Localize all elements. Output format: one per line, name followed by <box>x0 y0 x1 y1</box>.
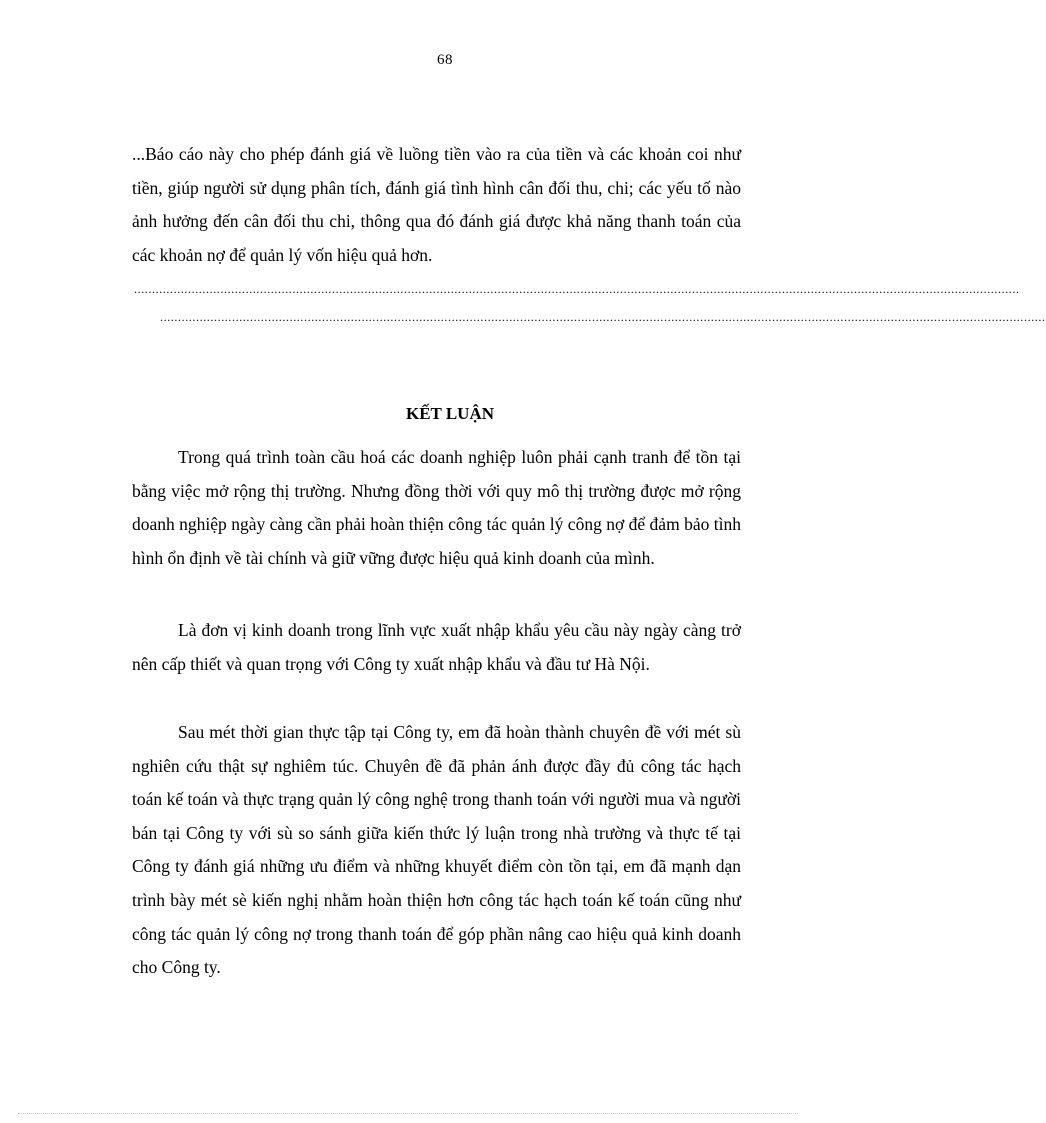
conclusion-paragraph-1: Trong quá trình toàn cầu hoá các doanh nghiệp luôn phải cạnh tranh để tồn tại bằng việc mở rộng thị trường. Nhưng đồng thời với quy mô thị trường được mở rộng doanh nghiệp ngày càng cần phải hoàn thiện công tác quản lý công nợ để đảm bảo tình hình ổn định về tài chính và giữ vững được hiệu quả kinh doanh của mình. <box>132 447 741 568</box>
page-number: 68 <box>437 52 453 68</box>
footer-dotted-border <box>18 1113 798 1114</box>
dotted-separator-1: ...................................................................................................................................................................................................................................................... <box>134 282 1020 296</box>
intro-paragraph: ...Báo cáo này cho phép đánh giá về luồng tiền vào ra của tiền và các khoản coi như tiền, giúp người sử dụng phân tích, đánh giá tình hình cân đối thu, chi; các yếu tố nào ảnh hưởng đến cân đối thu chi, thông qua đó đánh giá được khả năng thanh toán của các khoản nợ để quản lý vốn hiệu quả hơn. <box>132 144 741 265</box>
conclusion-paragraph-2: Là đơn vị kinh doanh trong lĩnh vực xuất nhập khẩu yêu cầu này ngày càng trở nên cấp thiết và quan trọng với Công ty xuất nhập khẩu và đầu tư Hà Nội. <box>132 620 741 674</box>
conclusion-heading: KẾT LUẬN <box>405 404 494 423</box>
dotted-separator-2: ...................................................................................................................................................................................................................................................... <box>160 310 1046 324</box>
conclusion-paragraph-3: Sau mét thời gian thực tập tại Công ty, em đã hoàn thành chuyên đề với mét sù nghiên cứu thật sự nghiêm túc. Chuyên đề đã phản ánh được đầy đủ công tác hạch toán kế toán và thực trạng quản lý công nghệ trong thanh toán với người mua và người bán tại Công ty với sù so sánh giữa kiến thức lý luận trong nhà trường và thực tế tại Công ty đánh giá những ưu điểm và những khuyết điểm còn tồn tại, em đã mạnh dạn trình bày mét sè kiến nghị nhằm hoàn thiện hơn công tác hạch toán kế toán cũng như công tác quản lý công nợ trong thanh toán để góp phần nâng cao hiệu quả kinh doanh cho Công ty. <box>132 722 741 978</box>
